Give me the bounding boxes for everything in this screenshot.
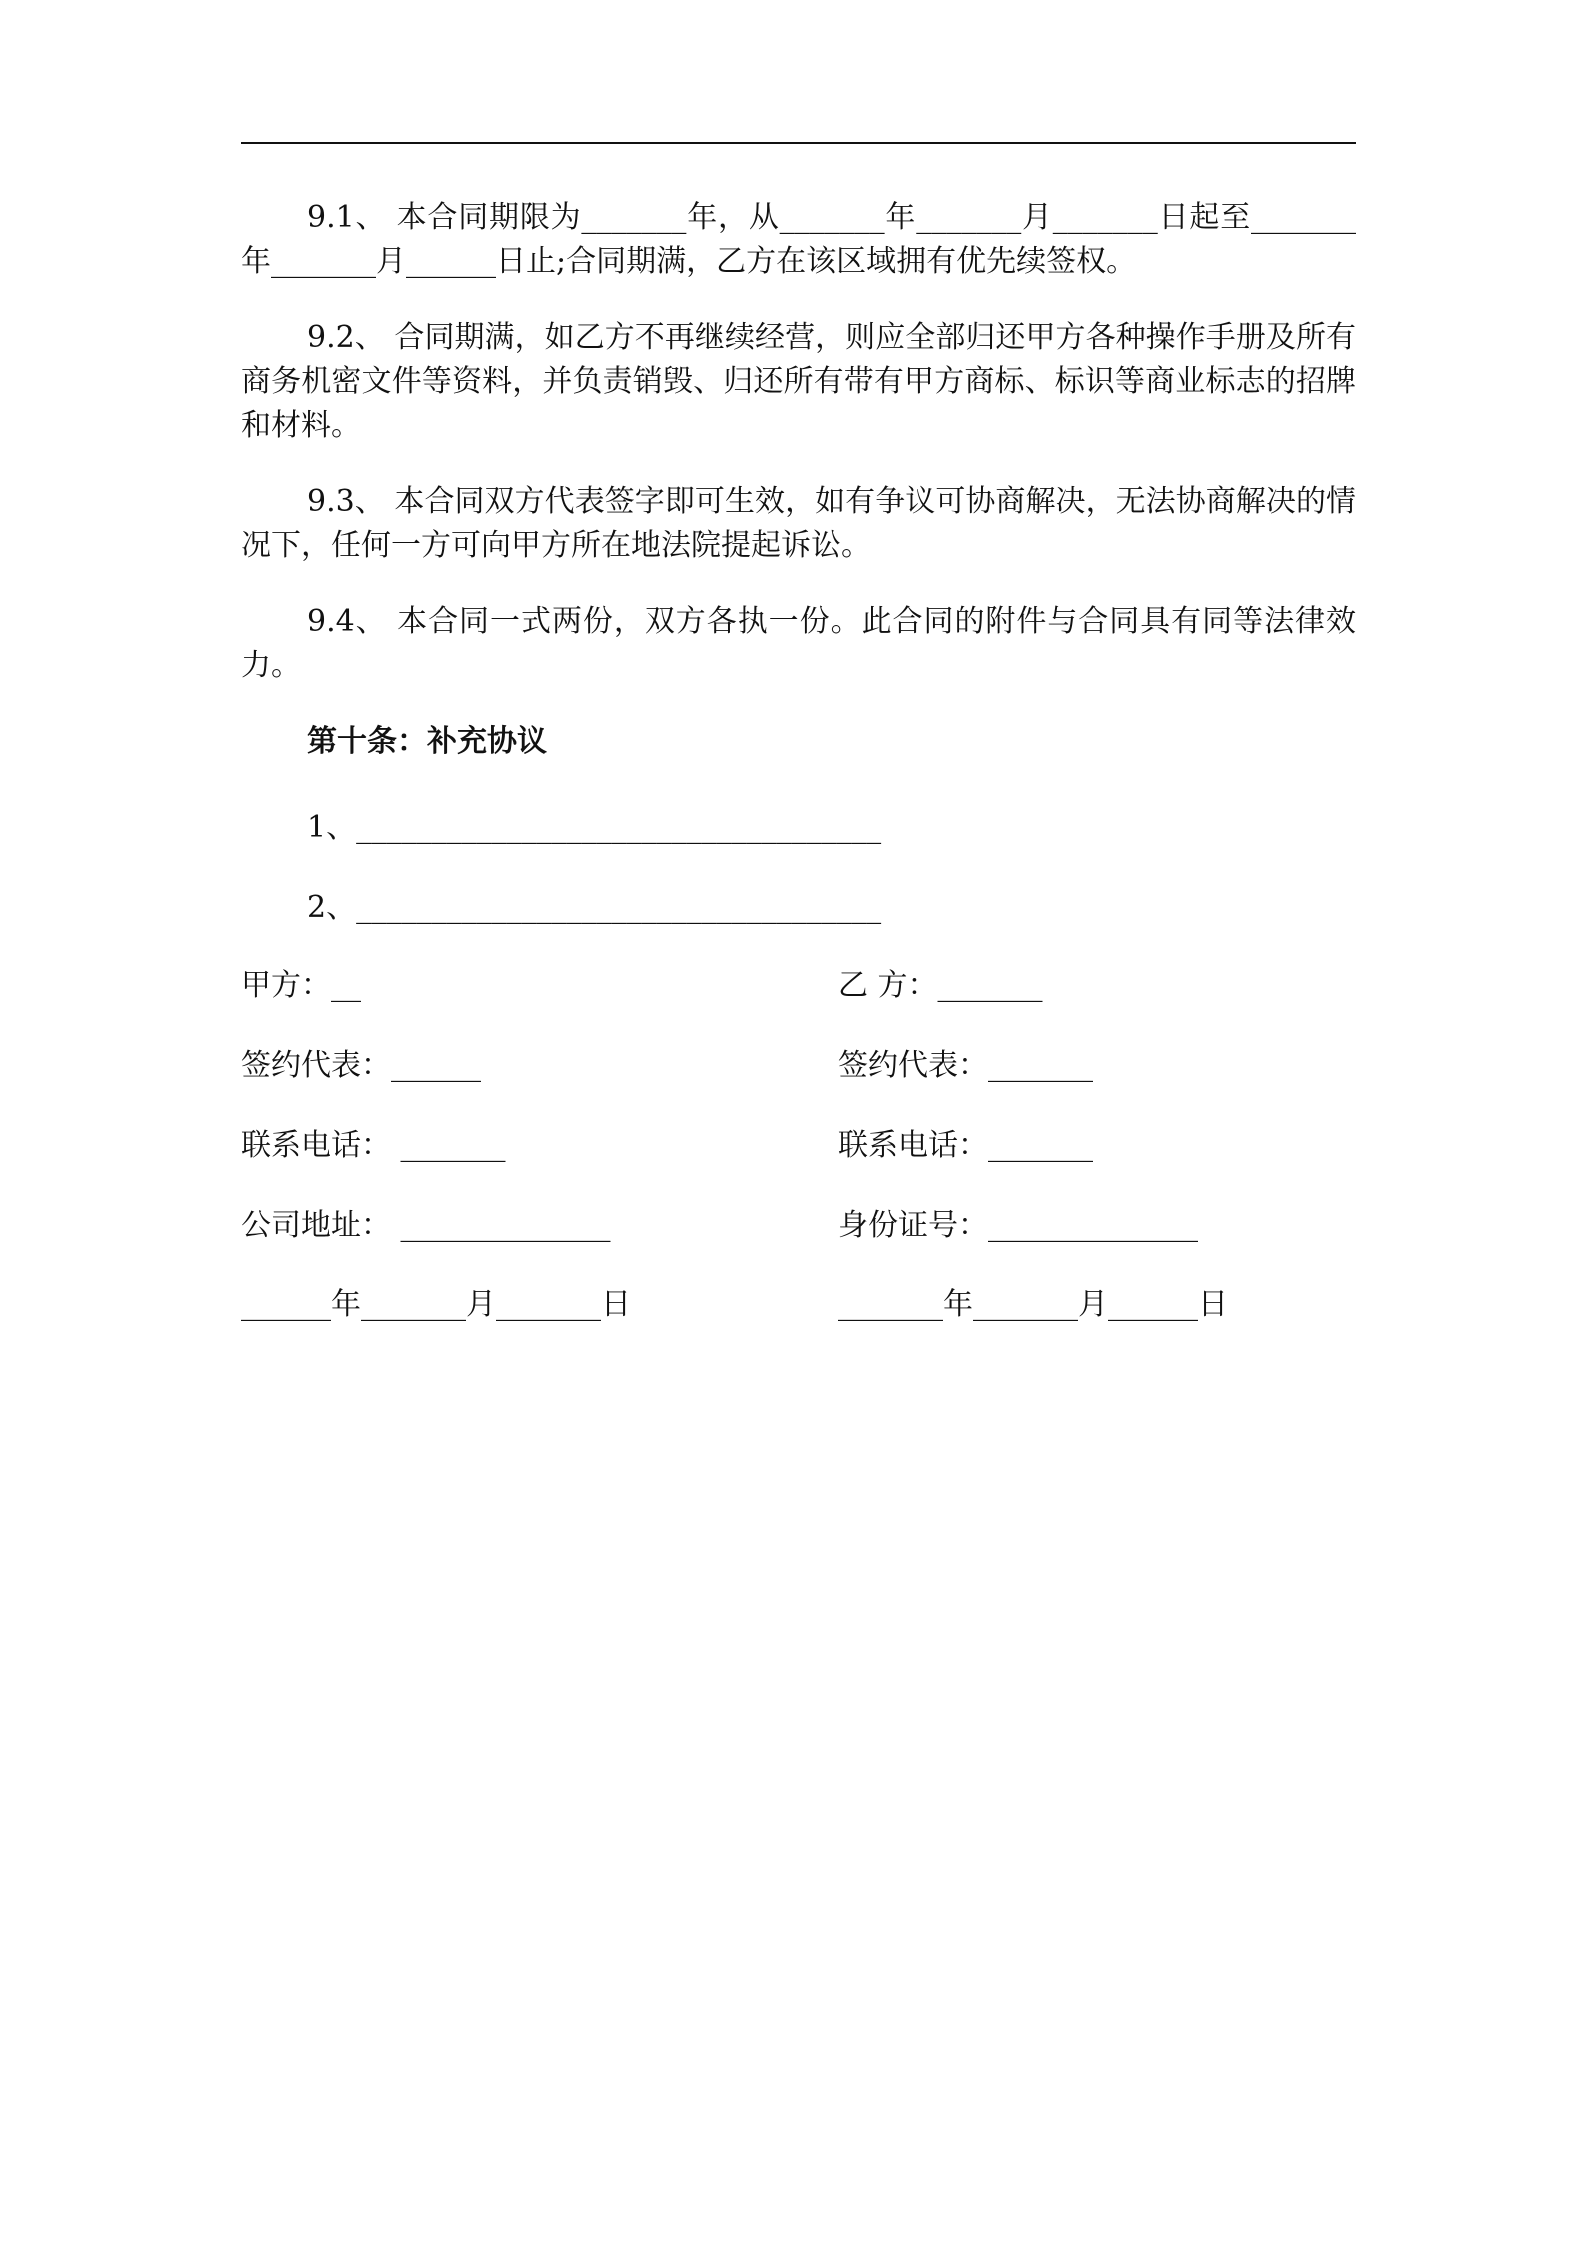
clause-9-2: 9.2、 合同期满，如乙方不再继续经营，则应全部归还甲方各种操作手册及所有商务机密文件等资料，并负责销毁、归还所有带有甲方商标、标识等商业标志的招牌和材料。 <box>241 320 1356 443</box>
party-a-address: 公司地址： ______________ <box>241 1208 611 1243</box>
party-b-phone: 联系电话：_______ <box>838 1128 1093 1163</box>
clause-9-4: 9.4、 本合同一式两份，双方各执一份。此合同的附件与合同具有同等法律效力。 <box>241 604 1356 683</box>
clause-9-1: 9.1、 本合同期限为_______年，从_______年_______月_______日起至_______年_______月______日止;合同期满，乙方在该区域拥有优先续签权。 <box>241 200 1356 279</box>
party-b-representative: 签约代表：_______ <box>838 1048 1093 1083</box>
header-rule <box>241 142 1356 144</box>
party-b-date: _______年_______月______日 <box>838 1287 1228 1322</box>
party-a-name: 甲方：__ <box>241 968 361 1003</box>
party-b-id-number: 身份证号：______________ <box>838 1208 1198 1243</box>
party-a-phone: 联系电话： _______ <box>241 1128 506 1163</box>
article-10-heading: 第十条：补充协议 <box>307 724 547 759</box>
supplement-item-2: 2、___________________________________ <box>307 890 882 925</box>
supplement-item-1: 1、___________________________________ <box>307 810 882 845</box>
party-a-date: ______年_______月_______日 <box>241 1287 631 1322</box>
party-a-representative: 签约代表：______ <box>241 1048 481 1083</box>
clause-9-3: 9.3、 本合同双方代表签字即可生效，如有争议可协商解决，无法协商解决的情况下，任何一方可向甲方所在地法院提起诉讼。 <box>241 484 1356 563</box>
party-b-name: 乙 方：_______ <box>838 968 1043 1003</box>
